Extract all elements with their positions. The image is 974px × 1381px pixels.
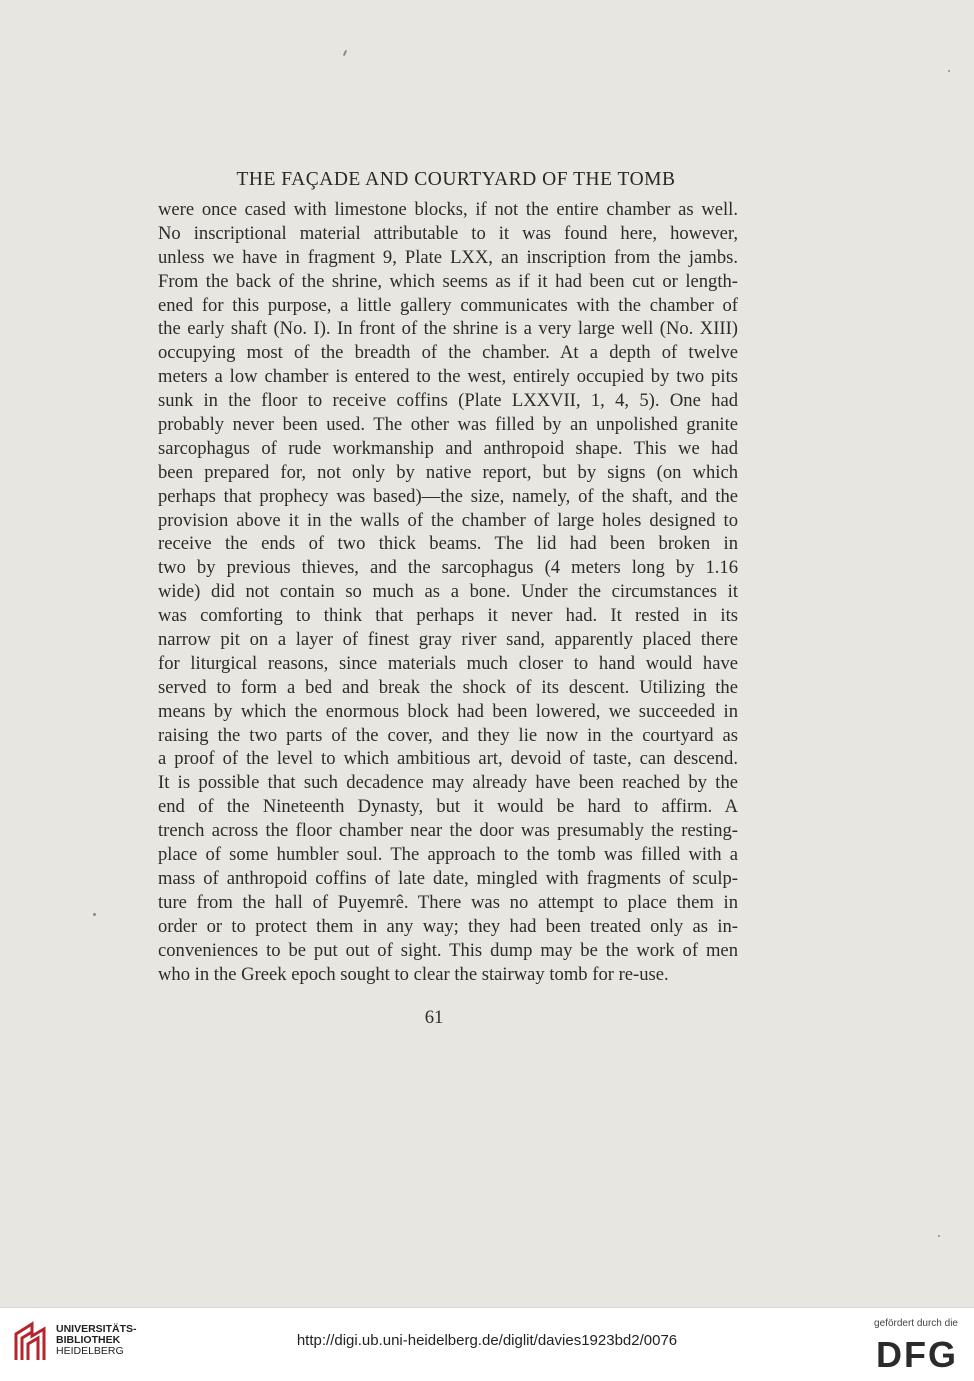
text-line: sarcophagus of rude workmanship and anthropoid shape. This we had (158, 437, 738, 459)
text-line: conveniences to be put out of sight. This dump may be the work of men (158, 939, 738, 961)
text-line: raising the two parts of the cover, and they lie now in the courtyard as (158, 724, 738, 746)
paper-speck (93, 913, 96, 916)
text-line: It is possible that such decadence may already have been reached by the (158, 772, 738, 794)
source-url-link[interactable]: http://digi.ub.uni-heidelberg.de/diglit/davies1923bd2/0076 (296, 1332, 678, 1349)
text-line: narrow pit on a layer of finest gray river sand, apparently placed there (158, 629, 738, 651)
text-line: receive the ends of two thick beams. The lid had been broken in (158, 533, 738, 555)
text-line: was comforting to think that perhaps it never had. It rested in its (158, 605, 738, 627)
text-line: place of some humbler soul. The approach to the tomb was filled with a (158, 844, 738, 866)
text-line: probably never been used. The other was filled by an unpolished granite (158, 414, 738, 436)
text-line: No inscriptional material attributable to it was found here, however, (158, 222, 738, 244)
text-line: served to form a bed and break the shock of its descent. Utilizing the (158, 676, 738, 698)
paper-speck (948, 70, 950, 72)
text-line: provision above it in the walls of the chamber of large holes designed to (158, 509, 738, 531)
text-line: for liturgical reasons, since materials much closer to hand would have (158, 652, 738, 674)
running-head: THE FAÇADE AND COURTYARD OF THE TOMB (236, 169, 676, 190)
dfg-logo[interactable]: DFG (876, 1334, 958, 1375)
text-line: been prepared for, not only by native report, but by signs (on which (158, 461, 738, 483)
text-line: unless we have in fragment 9, Plate LXX, an inscription from the jambs. (158, 246, 738, 268)
text-line: the early shaft (No. I). In front of the shrine is a very large well (No. XIII) (158, 318, 738, 340)
text-line: wide) did not contain so much as a bone. Under the circumstances it (158, 581, 738, 603)
library-name-line: BIBLIOTHEK (56, 1334, 121, 1346)
page-number: 61 (424, 1007, 444, 1028)
text-line: means by which the enormous block had been lowered, we succeeded in (158, 700, 738, 722)
text-line: ture from the hall of Puyemrê. There was no attempt to place them in (158, 891, 738, 913)
text-line: occupying most of the breadth of the chamber. At a depth of twelve (158, 342, 738, 364)
text-line: sunk in the floor to receive coffins (Plate LXXVII, 1, 4, 5). One had (158, 390, 738, 412)
text-line: end of the Nineteenth Dynasty, but it would be hard to affirm. A (158, 796, 738, 818)
library-name-line: UNIVERSITÄTS- (56, 1323, 137, 1335)
viewer-footer (0, 1307, 974, 1381)
body-paragraph (158, 198, 738, 986)
library-name-line: HEIDELBERG (56, 1345, 124, 1357)
text-line: From the back of the shrine, which seems as if it had been cut or length- (158, 270, 738, 292)
text-line: a proof of the level to which ambitious art, devoid of taste, can descend. (158, 748, 738, 770)
text-line: trench across the floor chamber near the door was presumably the resting- (158, 820, 738, 842)
paper-speck (938, 1235, 940, 1237)
paper-speck (343, 50, 347, 56)
text-line: ened for this purpose, a little gallery communicates with the chamber of (158, 294, 738, 316)
text-line: who in the Greek epoch sought to clear the stairway tomb for re-use. (158, 963, 669, 985)
text-line: perhaps that prophecy was based)—the size, namely, of the shaft, and the (158, 485, 738, 507)
text-line: mass of anthropoid coffins of late date, mingled with fragments of sculp- (158, 867, 738, 889)
text-line: two by previous thieves, and the sarcophagus (4 meters long by 1.16 (158, 557, 738, 579)
text-line: were once cased with limestone blocks, if not the entire chamber as well. (158, 199, 738, 220)
funder-note: gefördert durch die (874, 1318, 958, 1329)
text-line: order or to protect them in any way; they had been treated only as in- (158, 915, 738, 937)
text-line: meters a low chamber is entered to the west, entirely occupied by two pits (158, 366, 738, 388)
